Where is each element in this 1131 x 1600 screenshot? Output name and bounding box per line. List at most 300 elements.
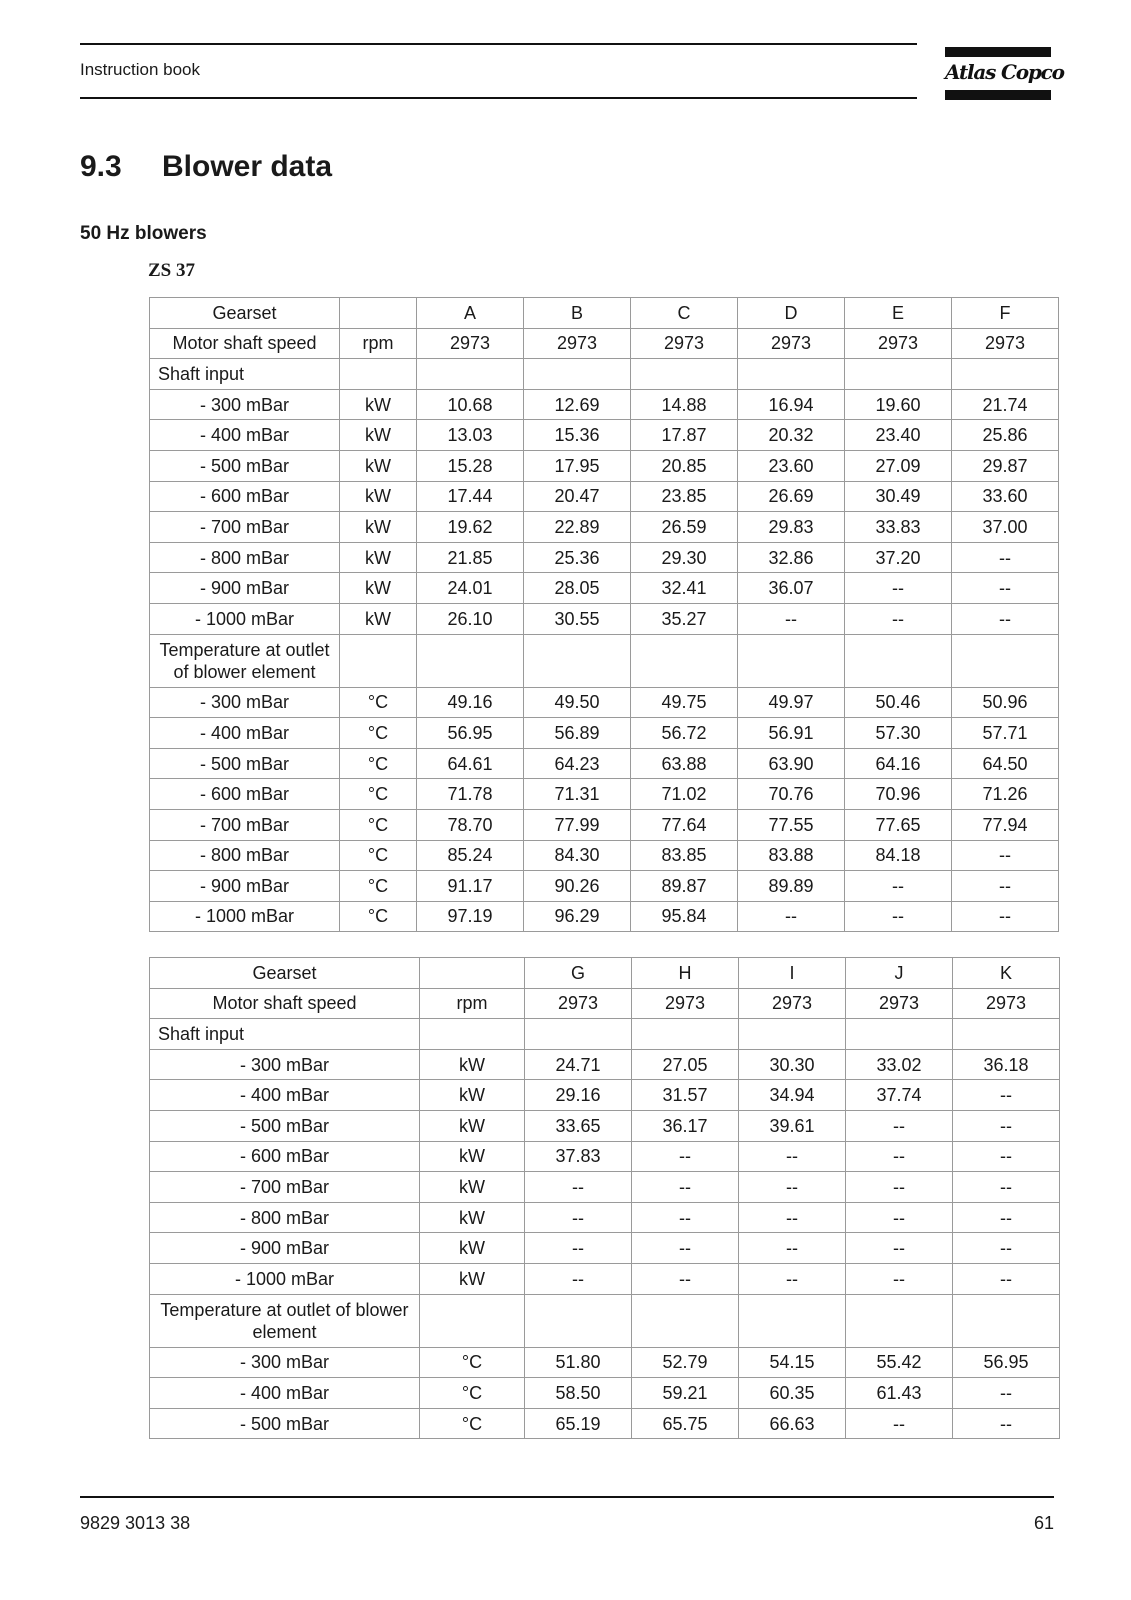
group-label: Shaft input	[150, 359, 340, 390]
column-header: C	[631, 298, 738, 329]
value-cell: 37.83	[525, 1141, 632, 1172]
row-label: - 500 mBar	[150, 450, 340, 481]
row-label: - 900 mBar	[150, 871, 340, 902]
value-cell: 23.85	[631, 481, 738, 512]
table-row	[150, 871, 1059, 902]
column-header	[340, 298, 417, 329]
table-row	[150, 573, 1059, 604]
value-cell: 14.88	[631, 389, 738, 420]
value-cell: 85.24	[417, 840, 524, 871]
unit-cell: °C	[340, 809, 417, 840]
value-cell: 17.44	[417, 481, 524, 512]
row-label: - 600 mBar	[150, 779, 340, 810]
unit-cell: °C	[420, 1347, 525, 1378]
value-cell: 22.89	[524, 512, 631, 543]
empty-cell	[738, 359, 845, 390]
value-cell: 70.96	[845, 779, 952, 810]
value-cell: 77.99	[524, 809, 631, 840]
value-cell: 2973	[417, 328, 524, 359]
table-row	[150, 1202, 1060, 1233]
row-label: - 300 mBar	[150, 389, 340, 420]
value-cell: 96.29	[524, 901, 631, 932]
value-cell: 2973	[631, 328, 738, 359]
value-cell: 56.95	[417, 718, 524, 749]
table-row	[150, 542, 1059, 573]
value-cell: 36.07	[738, 573, 845, 604]
value-cell: 30.55	[524, 603, 631, 634]
table-row	[150, 1141, 1060, 1172]
value-cell: 83.88	[738, 840, 845, 871]
value-cell: --	[739, 1141, 846, 1172]
value-cell: 33.83	[845, 512, 952, 543]
value-cell: 19.62	[417, 512, 524, 543]
group-label: Shaft input	[150, 1019, 420, 1050]
unit-cell: kW	[340, 542, 417, 573]
value-cell: 70.76	[738, 779, 845, 810]
value-cell: 20.85	[631, 450, 738, 481]
value-cell: --	[845, 603, 952, 634]
row-label: - 700 mBar	[150, 1172, 420, 1203]
value-cell: 64.50	[952, 748, 1059, 779]
value-cell: 77.64	[631, 809, 738, 840]
empty-cell	[846, 1294, 953, 1347]
value-cell: --	[846, 1233, 953, 1264]
table-row	[150, 687, 1059, 718]
value-cell: --	[846, 1172, 953, 1203]
value-cell: 24.01	[417, 573, 524, 604]
row-label: - 400 mBar	[150, 1080, 420, 1111]
unit-cell: kW	[420, 1172, 525, 1203]
value-cell: --	[952, 871, 1059, 902]
empty-cell	[420, 1019, 525, 1050]
row-label: - 1000 mBar	[150, 901, 340, 932]
table-row	[150, 779, 1059, 810]
row-label: - 500 mBar	[150, 748, 340, 779]
value-cell: 57.30	[845, 718, 952, 749]
value-cell: 35.27	[631, 603, 738, 634]
value-cell: 2973	[738, 328, 845, 359]
table-row	[150, 603, 1059, 634]
value-cell: 55.42	[846, 1347, 953, 1378]
empty-cell	[524, 634, 631, 687]
empty-cell	[845, 359, 952, 390]
value-cell: 15.28	[417, 450, 524, 481]
value-cell: 49.75	[631, 687, 738, 718]
value-cell: --	[845, 871, 952, 902]
table-row	[150, 328, 1059, 359]
table-row	[150, 1049, 1060, 1080]
table-row	[150, 840, 1059, 871]
value-cell: 31.57	[632, 1080, 739, 1111]
value-cell: 25.36	[524, 542, 631, 573]
unit-cell: °C	[340, 718, 417, 749]
value-cell: 65.75	[632, 1408, 739, 1439]
table-header-row	[150, 958, 1060, 989]
value-cell: --	[953, 1263, 1060, 1294]
empty-cell	[631, 359, 738, 390]
value-cell: 63.90	[738, 748, 845, 779]
blower-data-table-2	[149, 957, 1060, 1439]
empty-cell	[420, 1294, 525, 1347]
value-cell: 29.87	[952, 450, 1059, 481]
table-row	[150, 1172, 1060, 1203]
value-cell: 71.26	[952, 779, 1059, 810]
table-row	[150, 1080, 1060, 1111]
value-cell: 12.69	[524, 389, 631, 420]
unit-cell: kW	[340, 450, 417, 481]
row-label: - 800 mBar	[150, 542, 340, 573]
logo-top-bar	[945, 47, 1051, 57]
empty-cell	[524, 359, 631, 390]
value-cell: 19.60	[845, 389, 952, 420]
empty-cell	[845, 634, 952, 687]
value-cell: 60.35	[739, 1378, 846, 1409]
value-cell: 56.72	[631, 718, 738, 749]
value-cell: --	[739, 1172, 846, 1203]
table-group-row	[150, 634, 1059, 687]
empty-cell	[340, 634, 417, 687]
row-label: - 300 mBar	[150, 1347, 420, 1378]
value-cell: 27.09	[845, 450, 952, 481]
value-cell: --	[953, 1378, 1060, 1409]
unit-cell: kW	[420, 1049, 525, 1080]
value-cell: --	[953, 1233, 1060, 1264]
column-header: I	[739, 958, 846, 989]
value-cell: --	[525, 1172, 632, 1203]
table-group-row	[150, 359, 1059, 390]
value-cell: 29.30	[631, 542, 738, 573]
unit-cell: kW	[420, 1202, 525, 1233]
unit-cell: kW	[420, 1110, 525, 1141]
value-cell: 32.86	[738, 542, 845, 573]
value-cell: 83.85	[631, 840, 738, 871]
column-header: J	[846, 958, 953, 989]
value-cell: --	[952, 840, 1059, 871]
value-cell: 64.61	[417, 748, 524, 779]
table-row	[150, 718, 1059, 749]
value-cell: 33.02	[846, 1049, 953, 1080]
value-cell: 78.70	[417, 809, 524, 840]
table-group-row	[150, 1294, 1060, 1347]
value-cell: 33.60	[952, 481, 1059, 512]
value-cell: --	[846, 1263, 953, 1294]
value-cell: 89.87	[631, 871, 738, 902]
empty-cell	[525, 1019, 632, 1050]
table-row	[150, 901, 1059, 932]
value-cell: 2973	[524, 328, 631, 359]
section-title: Blower data	[162, 150, 333, 183]
value-cell: --	[632, 1202, 739, 1233]
table-row	[150, 1233, 1060, 1264]
value-cell: 51.80	[525, 1347, 632, 1378]
group-label: Temperature at outlet of blower element	[150, 1294, 420, 1347]
value-cell: 77.94	[952, 809, 1059, 840]
table-row	[150, 748, 1059, 779]
value-cell: 32.41	[631, 573, 738, 604]
value-cell: --	[952, 603, 1059, 634]
value-cell: --	[952, 901, 1059, 932]
value-cell: 2973	[845, 328, 952, 359]
value-cell: 59.21	[632, 1378, 739, 1409]
value-cell: 36.18	[953, 1049, 1060, 1080]
value-cell: 61.43	[846, 1378, 953, 1409]
table-row	[150, 1347, 1060, 1378]
unit-cell: °C	[420, 1378, 525, 1409]
value-cell: 15.36	[524, 420, 631, 451]
table-row	[150, 389, 1059, 420]
value-cell: 25.86	[952, 420, 1059, 451]
value-cell: 65.19	[525, 1408, 632, 1439]
row-label: - 700 mBar	[150, 809, 340, 840]
empty-cell	[525, 1294, 632, 1347]
unit-cell: kW	[420, 1233, 525, 1264]
empty-cell	[632, 1019, 739, 1050]
value-cell: --	[632, 1263, 739, 1294]
unit-cell: kW	[340, 512, 417, 543]
page-number: 61	[1033, 1513, 1054, 1533]
value-cell: 84.30	[524, 840, 631, 871]
value-cell: 17.87	[631, 420, 738, 451]
column-header: D	[738, 298, 845, 329]
value-cell: 2973	[632, 988, 739, 1019]
table-row	[150, 1378, 1060, 1409]
empty-cell	[631, 634, 738, 687]
unit-cell: kW	[420, 1141, 525, 1172]
unit-cell: rpm	[420, 988, 525, 1019]
unit-cell: °C	[420, 1408, 525, 1439]
value-cell: 10.68	[417, 389, 524, 420]
value-cell: --	[953, 1110, 1060, 1141]
unit-cell: kW	[340, 481, 417, 512]
value-cell: 2973	[739, 988, 846, 1019]
unit-cell: kW	[340, 603, 417, 634]
value-cell: 52.79	[632, 1347, 739, 1378]
row-label: - 900 mBar	[150, 573, 340, 604]
table-row	[150, 809, 1059, 840]
empty-cell	[846, 1019, 953, 1050]
value-cell: 27.05	[632, 1049, 739, 1080]
value-cell: --	[845, 573, 952, 604]
row-label: - 1000 mBar	[150, 603, 340, 634]
value-cell: 23.60	[738, 450, 845, 481]
table-row	[150, 481, 1059, 512]
value-cell: --	[739, 1233, 846, 1264]
value-cell: 56.89	[524, 718, 631, 749]
table-row	[150, 420, 1059, 451]
column-header: F	[952, 298, 1059, 329]
value-cell: 34.94	[739, 1080, 846, 1111]
value-cell: 21.74	[952, 389, 1059, 420]
column-header: H	[632, 958, 739, 989]
value-cell: 66.63	[739, 1408, 846, 1439]
row-label: - 700 mBar	[150, 512, 340, 543]
logo-wordmark: Atlas Copco	[945, 60, 1064, 84]
unit-cell: °C	[340, 871, 417, 902]
value-cell: --	[845, 901, 952, 932]
value-cell: 71.78	[417, 779, 524, 810]
value-cell: --	[846, 1408, 953, 1439]
table-row	[150, 450, 1059, 481]
value-cell: --	[739, 1263, 846, 1294]
header-top-rule	[80, 43, 917, 45]
row-label: - 1000 mBar	[150, 1263, 420, 1294]
value-cell: 30.30	[739, 1049, 846, 1080]
value-cell: 91.17	[417, 871, 524, 902]
row-label: - 300 mBar	[150, 687, 340, 718]
empty-cell	[632, 1294, 739, 1347]
row-label: - 400 mBar	[150, 420, 340, 451]
empty-cell	[953, 1294, 1060, 1347]
value-cell: 37.00	[952, 512, 1059, 543]
row-label: - 300 mBar	[150, 1049, 420, 1080]
empty-cell	[738, 634, 845, 687]
value-cell: 97.19	[417, 901, 524, 932]
table-row	[150, 1263, 1060, 1294]
footer-rule	[80, 1496, 1054, 1498]
value-cell: 36.17	[632, 1110, 739, 1141]
value-cell: 37.74	[846, 1080, 953, 1111]
unit-cell: kW	[420, 1080, 525, 1111]
value-cell: --	[846, 1202, 953, 1233]
value-cell: 64.23	[524, 748, 631, 779]
value-cell: 16.94	[738, 389, 845, 420]
row-label: - 800 mBar	[150, 1202, 420, 1233]
subheading: 50 Hz blowers	[80, 223, 207, 244]
value-cell: 56.95	[953, 1347, 1060, 1378]
value-cell: 20.32	[738, 420, 845, 451]
value-cell: 71.02	[631, 779, 738, 810]
value-cell: 63.88	[631, 748, 738, 779]
row-label: - 400 mBar	[150, 718, 340, 749]
value-cell: 49.16	[417, 687, 524, 718]
row-label: - 600 mBar	[150, 481, 340, 512]
column-header-gearset: Gearset	[150, 298, 340, 329]
value-cell: 26.69	[738, 481, 845, 512]
unit-cell: rpm	[340, 328, 417, 359]
document-number: 9829 3013 38	[80, 1513, 191, 1533]
unit-cell: °C	[340, 687, 417, 718]
value-cell: --	[525, 1202, 632, 1233]
column-header-gearset: Gearset	[150, 958, 420, 989]
row-label: - 400 mBar	[150, 1378, 420, 1409]
unit-cell: kW	[340, 389, 417, 420]
value-cell: 23.40	[845, 420, 952, 451]
value-cell: 2973	[953, 988, 1060, 1019]
row-label: - 500 mBar	[150, 1408, 420, 1439]
row-label: - 600 mBar	[150, 1141, 420, 1172]
value-cell: 54.15	[739, 1347, 846, 1378]
row-label: - 800 mBar	[150, 840, 340, 871]
value-cell: --	[738, 901, 845, 932]
value-cell: 95.84	[631, 901, 738, 932]
unit-cell: °C	[340, 748, 417, 779]
value-cell: 26.10	[417, 603, 524, 634]
value-cell: 26.59	[631, 512, 738, 543]
value-cell: --	[846, 1141, 953, 1172]
empty-cell	[739, 1294, 846, 1347]
value-cell: 39.61	[739, 1110, 846, 1141]
empty-cell	[739, 1019, 846, 1050]
value-cell: 2973	[525, 988, 632, 1019]
value-cell: 57.71	[952, 718, 1059, 749]
value-cell: --	[632, 1172, 739, 1203]
value-cell: 28.05	[524, 573, 631, 604]
value-cell: --	[952, 542, 1059, 573]
empty-cell	[952, 359, 1059, 390]
value-cell: --	[632, 1141, 739, 1172]
table-header-row	[150, 298, 1059, 329]
value-cell: --	[953, 1080, 1060, 1111]
unit-cell: °C	[340, 840, 417, 871]
value-cell: 17.95	[524, 450, 631, 481]
value-cell: 64.16	[845, 748, 952, 779]
column-header: A	[417, 298, 524, 329]
value-cell: 2973	[846, 988, 953, 1019]
value-cell: --	[953, 1408, 1060, 1439]
value-cell: 49.97	[738, 687, 845, 718]
value-cell: --	[632, 1233, 739, 1264]
value-cell: 50.96	[952, 687, 1059, 718]
table-group-row	[150, 1019, 1060, 1050]
value-cell: 21.85	[417, 542, 524, 573]
model-label: ZS 37	[148, 260, 195, 281]
column-header: B	[524, 298, 631, 329]
value-cell: --	[525, 1263, 632, 1294]
unit-cell: kW	[420, 1263, 525, 1294]
row-label: - 900 mBar	[150, 1233, 420, 1264]
table-row	[150, 512, 1059, 543]
empty-cell	[340, 359, 417, 390]
value-cell: 2973	[952, 328, 1059, 359]
unit-cell: °C	[340, 901, 417, 932]
row-label: Motor shaft speed	[150, 328, 340, 359]
value-cell: 50.46	[845, 687, 952, 718]
header-bottom-rule	[80, 97, 917, 99]
column-header: E	[845, 298, 952, 329]
value-cell: --	[952, 573, 1059, 604]
section-number: 9.3	[80, 150, 122, 183]
value-cell: 77.55	[738, 809, 845, 840]
empty-cell	[952, 634, 1059, 687]
group-label: Temperature at outlet of blower element	[150, 634, 340, 687]
empty-cell	[417, 359, 524, 390]
value-cell: 58.50	[525, 1378, 632, 1409]
value-cell: 29.83	[738, 512, 845, 543]
value-cell: 30.49	[845, 481, 952, 512]
unit-cell: kW	[340, 420, 417, 451]
value-cell: 89.89	[738, 871, 845, 902]
value-cell: 24.71	[525, 1049, 632, 1080]
value-cell: 77.65	[845, 809, 952, 840]
value-cell: 56.91	[738, 718, 845, 749]
unit-cell: kW	[340, 573, 417, 604]
value-cell: 20.47	[524, 481, 631, 512]
blower-data-table-1	[149, 297, 1059, 932]
table-row	[150, 1110, 1060, 1141]
value-cell: 29.16	[525, 1080, 632, 1111]
row-label: - 500 mBar	[150, 1110, 420, 1141]
value-cell: --	[738, 603, 845, 634]
empty-cell	[417, 634, 524, 687]
atlas-copco-logo	[945, 47, 1064, 100]
value-cell: --	[846, 1110, 953, 1141]
logo-bottom-bar	[945, 90, 1051, 100]
value-cell: 13.03	[417, 420, 524, 451]
value-cell: --	[525, 1233, 632, 1264]
table-row	[150, 1408, 1060, 1439]
value-cell: 71.31	[524, 779, 631, 810]
unit-cell: °C	[340, 779, 417, 810]
